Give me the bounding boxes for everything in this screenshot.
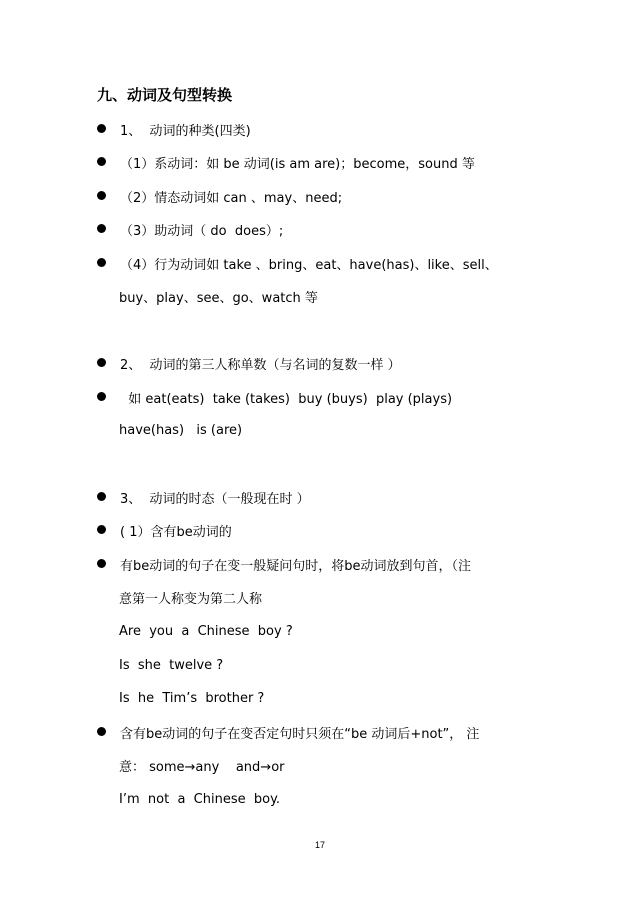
- bullet-icon: [97, 492, 106, 501]
- section-title: 九、动词及句型转换: [97, 86, 233, 104]
- line-text: 意第一人称变为第二人称: [119, 591, 263, 607]
- bullet-icon: [97, 157, 106, 166]
- line-text: 如 eat(eats) take (takes) buy (buys) play (plays): [120, 391, 453, 407]
- line-text: Is she twelve ?: [119, 657, 224, 673]
- line-text: Are you a Chinese boy ?: [119, 623, 293, 639]
- line-text: 2、 动词的第三人称单数（与名词的复数一样 ）: [120, 357, 401, 373]
- line-text: Is he Tim’s brother ?: [119, 690, 265, 706]
- bullet-icon: [97, 124, 106, 133]
- line-text: （2）情态动词如 can 、may、need;: [120, 190, 343, 206]
- page-number: 17: [314, 840, 325, 850]
- bullet-icon: [97, 191, 106, 200]
- line-text: 3、 动词的时态（一般现在时 ）: [120, 491, 310, 507]
- line-text: （4）行为动词如 take 、bring、eat、have(has)、like、sell、: [120, 257, 498, 273]
- line-text: I’m not a Chinese boy.: [119, 791, 281, 807]
- line-text: （3）助动词（ do does）;: [120, 223, 284, 239]
- bullet-icon: [97, 224, 106, 233]
- bullet-icon: [97, 727, 106, 736]
- line-text: have(has) is (are): [119, 422, 243, 438]
- bullet-icon: [97, 525, 106, 534]
- bullet-icon: [97, 392, 106, 401]
- line-text: 1、 动词的种类(四类): [120, 123, 251, 139]
- bullet-icon: [97, 559, 106, 568]
- bullet-icon: [97, 258, 106, 267]
- line-text: buy、play、see、go、watch 等: [119, 290, 318, 306]
- line-text: ( 1）含有be动词的: [120, 524, 232, 540]
- line-text: 有be动词的句子在变一般疑问句时，将be动词放到句首，（注: [120, 558, 472, 574]
- line-text: （1）系动词：如 be 动词(is am are)；become，sound 等: [120, 156, 475, 172]
- line-text: 意： some→any and→or: [119, 759, 285, 775]
- line-text: 含有be动词的句子在变否定句时只须在“be 动词后+not”， 注: [120, 726, 480, 742]
- bullet-icon: [97, 358, 106, 367]
